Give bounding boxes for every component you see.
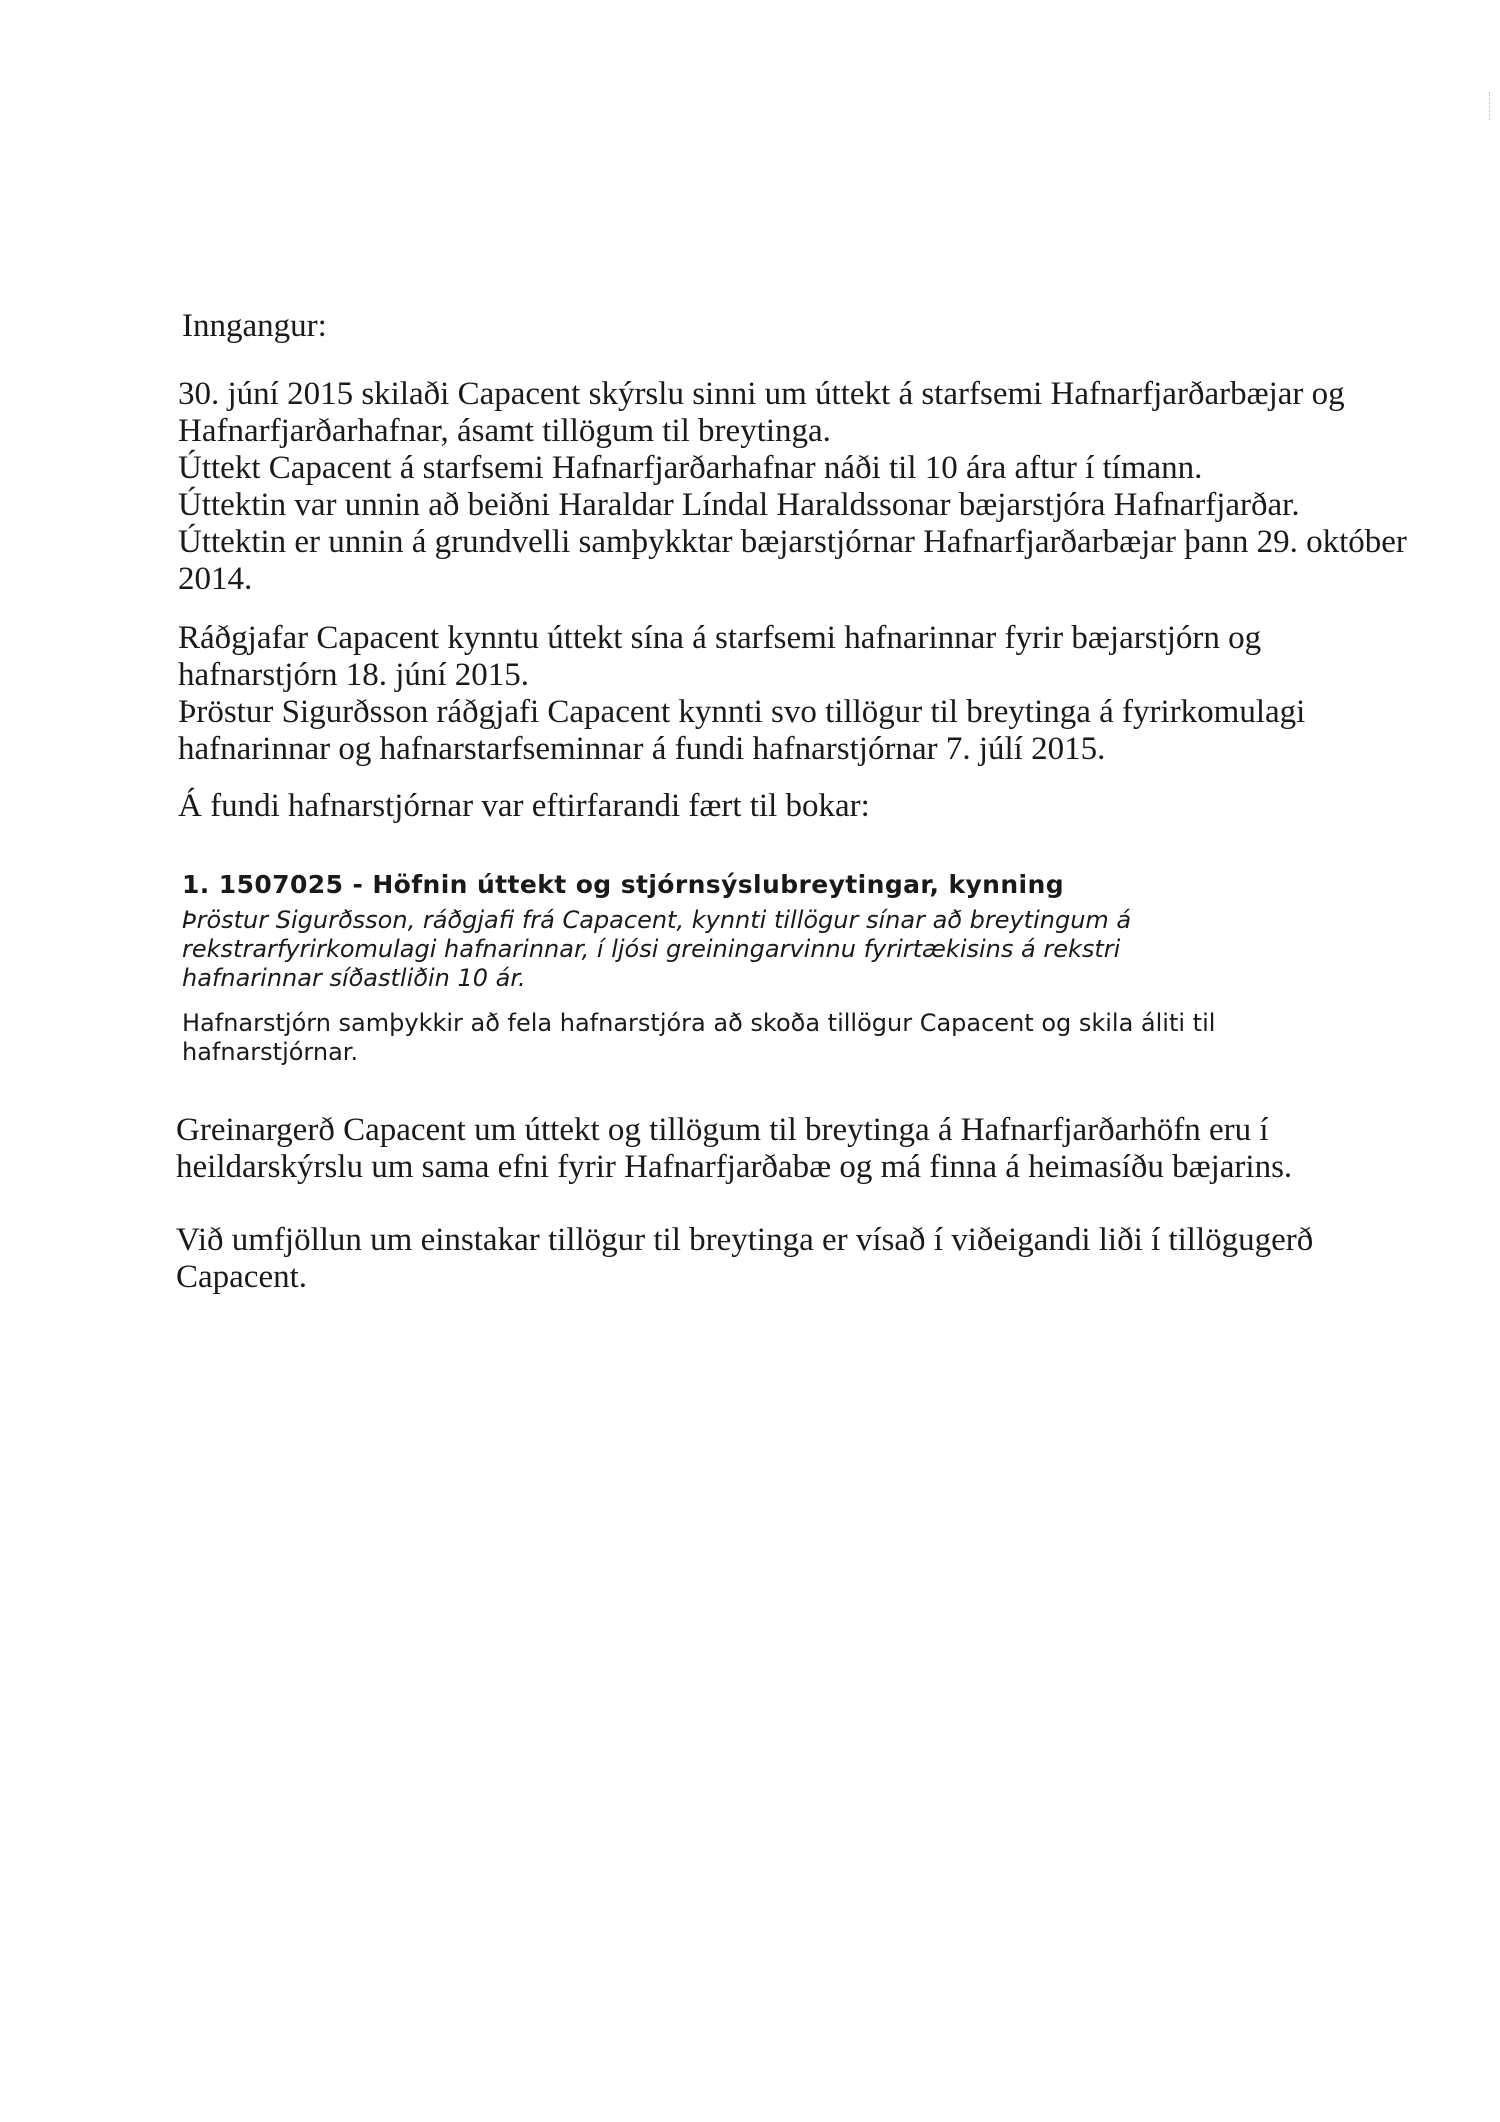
section-heading [182,308,1482,345]
paragraph-line: Ráðgjafar Capacent kynntu úttekt sína á starfsemi hafnarinnar fyrir bæjarstjórn og [178,620,1262,656]
presentation-paragraph [178,620,1478,768]
paragraph-line: Þröstur Sigurðsson ráðgjafi Capacent kynnti svo tillögur til breytinga á fyrirkomulagi [178,694,1306,730]
paragraph-line: Á fundi hafnarstjórnar var eftirfarandi fært til bokar: [178,788,870,824]
heading-text: Inngangur: [182,308,327,344]
minutes-intro-paragraph [178,788,1478,825]
paragraph-line: hafnarstjórn 18. júní 2015. [178,657,530,693]
paragraph-line: Greinargerð Capacent um úttekt og tillögum til breytinga á Hafnarfjarðarhöfn eru í [176,1112,1269,1148]
paragraph-line: Capacent. [176,1259,308,1295]
summary-line: Þröstur Sigurðsson, ráðgjafi frá Capacent, kynnti tillögur sínar að breytingum á [182,906,1132,934]
intro-line: Úttekt Capacent á starfsemi Hafnarfjarðarhafnar náði til 10 ára aftur í tímann. [178,450,1203,486]
decision-line: Hafnarstjórn samþykkir að fela hafnarstjóra að skoða tillögur Capacent og skila áliti til [182,1009,1216,1037]
intro-paragraph [178,376,1478,598]
minutes-excerpt [182,870,1482,1067]
paragraph-line: hafnarinnar og hafnarstarfseminnar á fundi hafnarstjórnar 7. júlí 2015. [178,731,1106,767]
paragraph-line: heildarskýrslu um sama efni fyrir Hafnarfjarðabæ og má finna á heimasíðu bæjarins. [176,1149,1293,1185]
summary-line: hafnarinnar síðastliðin 10 ár. [182,964,526,992]
intro-line: 30. júní 2015 skilaði Capacent skýrslu sinni um úttekt á starfsemi Hafnarfjarðarbæjar og [178,376,1345,412]
intro-line: 2014. [178,561,253,597]
report-reference-paragraph [176,1112,1476,1186]
decision-line: hafnarstjórnar. [182,1038,359,1066]
intro-line: Hafnarfjarðarhafnar, ásamt tillögum til breytinga. [178,413,831,449]
summary-line: rekstrarfyrirkomulagi hafnarinnar, í ljósi greiningarvinnu fyrirtækisins á rekstri [182,935,1121,963]
proposals-reference-paragraph [176,1222,1476,1296]
paragraph-line: Við umfjöllun um einstakar tillögur til breytinga er vísað í viðeigandi liði í tillögugerð [176,1222,1314,1258]
minutes-decision [182,1009,1482,1067]
intro-line: Úttektin var unnin að beiðni Haraldar Líndal Haraldssonar bæjarstjóra Hafnarfjarðar. [178,487,1300,523]
scan-mark [1489,92,1492,120]
minutes-summary [182,906,1482,993]
minutes-item-title: 1. 1507025 - Höfnin úttekt og stjórnsýslubreytingar, kynning [182,870,1065,899]
intro-line: Úttektin er unnin á grundvelli samþykktar bæjarstjórnar Hafnarfjarðarbæjar þann 29. október [178,524,1407,560]
